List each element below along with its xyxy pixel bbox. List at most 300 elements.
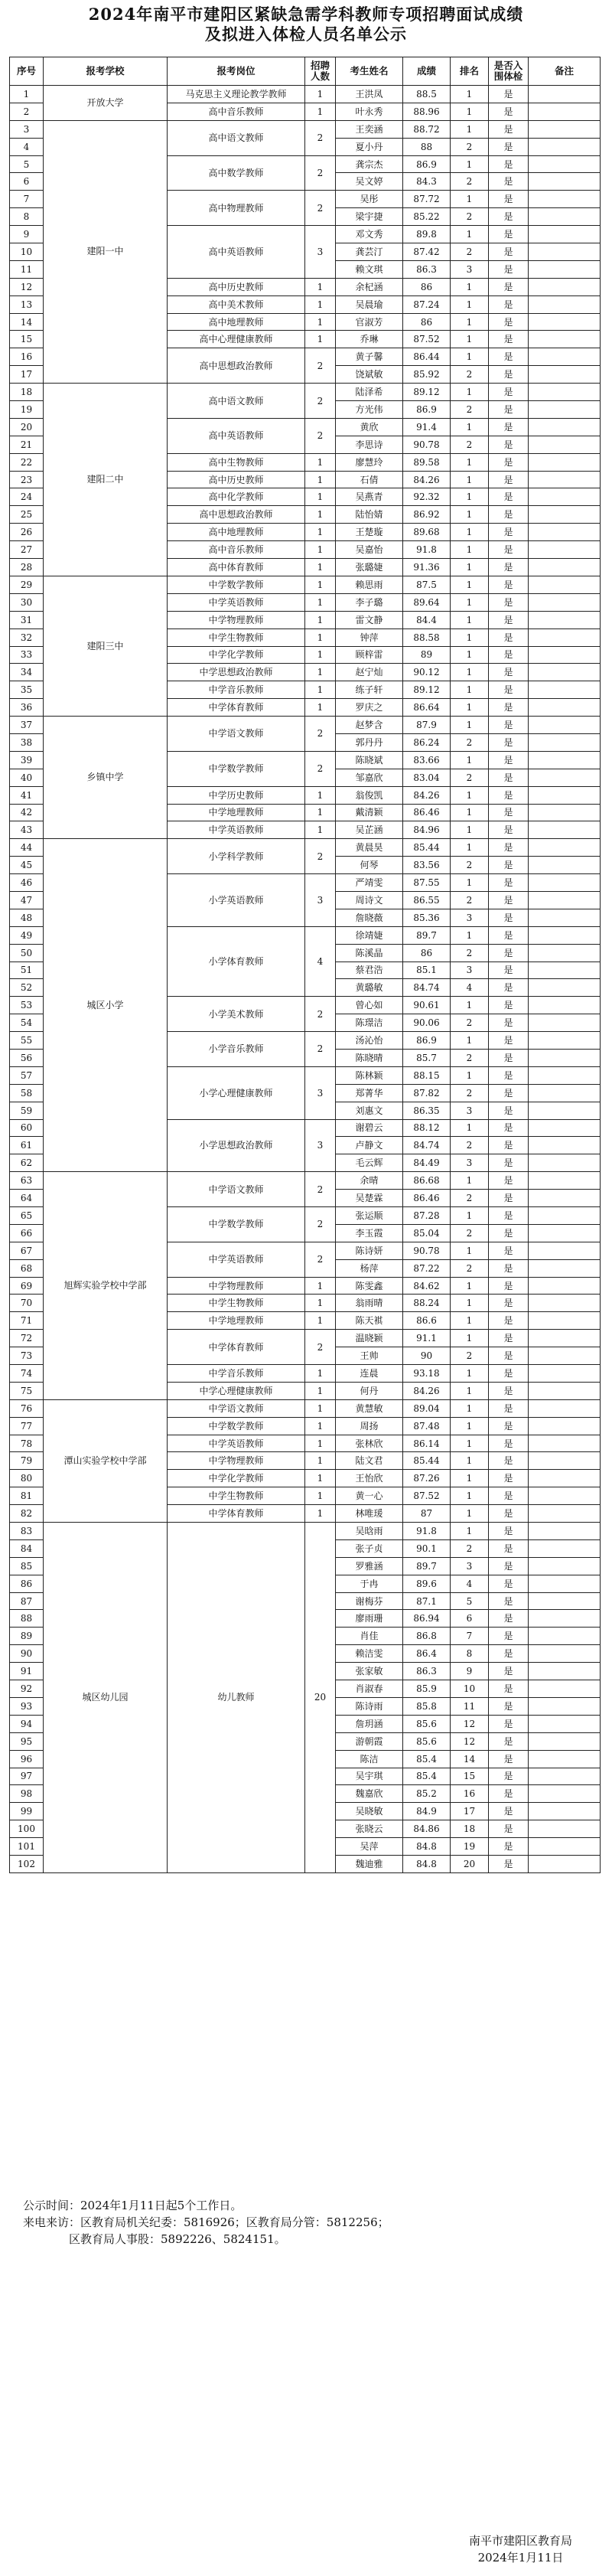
- cell-selected: 是: [489, 891, 529, 909]
- cell-count: 2: [305, 839, 336, 874]
- cell-remark: [529, 155, 601, 173]
- cell-position: 小学英语教师: [168, 874, 305, 927]
- cell-index: 91: [10, 1663, 44, 1680]
- cell-name: 吴晗雨: [336, 1523, 403, 1540]
- cell-index: 72: [10, 1330, 44, 1347]
- cell-name: 吴芷涵: [336, 821, 403, 839]
- cell-selected: 是: [489, 559, 529, 576]
- cell-score: 88.15: [403, 1066, 451, 1084]
- cell-count: 1: [305, 295, 336, 313]
- cell-remark: [529, 1119, 601, 1137]
- cell-count: 1: [305, 1505, 336, 1523]
- cell-index: 68: [10, 1259, 44, 1277]
- cell-index: 25: [10, 506, 44, 524]
- cell-remark: [529, 821, 601, 839]
- cell-selected: 是: [489, 839, 529, 857]
- cell-selected: 是: [489, 295, 529, 313]
- cell-school: 建阳三中: [44, 576, 168, 716]
- cell-index: 18: [10, 384, 44, 401]
- cell-school: 建阳二中: [44, 384, 168, 576]
- cell-rank: 2: [451, 436, 489, 453]
- cell-name: 吴宇琪: [336, 1768, 403, 1785]
- cell-selected: 是: [489, 1785, 529, 1803]
- cell-position: 高中物理教师: [168, 191, 305, 226]
- cell-score: 87: [403, 1505, 451, 1523]
- cell-index: 56: [10, 1049, 44, 1066]
- cell-remark: [529, 1645, 601, 1663]
- cell-remark: [529, 1137, 601, 1154]
- cell-position: 高中语文教师: [168, 120, 305, 155]
- cell-remark: [529, 1855, 601, 1872]
- cell-remark: [529, 1295, 601, 1312]
- cell-name: 肖佳: [336, 1628, 403, 1645]
- cell-score: 85.9: [403, 1680, 451, 1698]
- cell-rank: 3: [451, 1102, 489, 1119]
- cell-position: 高中思想政治教师: [168, 348, 305, 384]
- cell-name: 王奕涵: [336, 120, 403, 138]
- cell-score: 87.9: [403, 717, 451, 734]
- cell-rank: 1: [451, 786, 489, 804]
- cell-name: 廖慧玲: [336, 453, 403, 471]
- cell-score: 84.74: [403, 979, 451, 997]
- cell-selected: 是: [489, 1382, 529, 1399]
- cell-remark: [529, 1470, 601, 1487]
- cell-name: 陈诗雨: [336, 1697, 403, 1715]
- cell-count: 1: [305, 1312, 336, 1330]
- cell-name: 王楚璇: [336, 524, 403, 541]
- cell-remark: [529, 313, 601, 331]
- cell-remark: [529, 1102, 601, 1119]
- cell-name: 游朝霞: [336, 1732, 403, 1750]
- cell-rank: 1: [451, 1277, 489, 1295]
- cell-rank: 1: [451, 1417, 489, 1435]
- cell-score: 85.22: [403, 208, 451, 226]
- cell-remark: [529, 576, 601, 593]
- cell-name: 吴燕青: [336, 488, 403, 506]
- cell-rank: 2: [451, 1224, 489, 1242]
- cell-position: 中学音乐教师: [168, 1365, 305, 1383]
- cell-remark: [529, 173, 601, 191]
- cell-remark: [529, 733, 601, 751]
- cell-name: 赵宁灿: [336, 664, 403, 681]
- cell-position: 中学音乐教师: [168, 681, 305, 699]
- cell-count: 1: [305, 699, 336, 717]
- cell-rank: 2: [451, 366, 489, 384]
- cell-count: 1: [305, 1487, 336, 1505]
- cell-selected: 是: [489, 1224, 529, 1242]
- cell-index: 87: [10, 1592, 44, 1610]
- cell-name: 王洪凤: [336, 86, 403, 103]
- cell-selected: 是: [489, 681, 529, 699]
- cell-position: 高中思想政治教师: [168, 506, 305, 524]
- cell-name: 张璐婕: [336, 559, 403, 576]
- cell-position: 中学物理教师: [168, 611, 305, 628]
- cell-remark: [529, 366, 601, 384]
- cell-score: 86.44: [403, 348, 451, 366]
- cell-name: 杨萍: [336, 1259, 403, 1277]
- cell-selected: 是: [489, 313, 529, 331]
- cell-selected: 是: [489, 155, 529, 173]
- cell-position: 高中生物教师: [168, 453, 305, 471]
- cell-selected: 是: [489, 103, 529, 120]
- cell-rank: 3: [451, 1557, 489, 1575]
- cell-index: 54: [10, 1014, 44, 1032]
- cell-remark: [529, 1523, 601, 1540]
- cell-selected: 是: [489, 1697, 529, 1715]
- cell-score: 89.68: [403, 524, 451, 541]
- cell-rank: 1: [451, 699, 489, 717]
- cell-remark: [529, 471, 601, 488]
- cell-remark: [529, 226, 601, 243]
- cell-rank: 2: [451, 138, 489, 155]
- cell-rank: 1: [451, 1172, 489, 1190]
- cell-count: 2: [305, 997, 336, 1032]
- cell-index: 52: [10, 979, 44, 997]
- cell-remark: [529, 646, 601, 664]
- cell-remark: [529, 839, 601, 857]
- cell-name: 余杞涵: [336, 278, 403, 295]
- cell-rank: 1: [451, 804, 489, 821]
- cell-remark: [529, 1084, 601, 1102]
- cell-position: 中学英语教师: [168, 1242, 305, 1277]
- table-header-row: [10, 57, 601, 86]
- cell-score: 85.2: [403, 1785, 451, 1803]
- cell-remark: [529, 1399, 601, 1417]
- cell-count: 2: [305, 191, 336, 226]
- cell-count: 2: [305, 120, 336, 155]
- header-school: 报考学校: [44, 57, 168, 86]
- cell-rank: 1: [451, 717, 489, 734]
- cell-name: 吴彤: [336, 191, 403, 208]
- cell-remark: [529, 926, 601, 944]
- cell-rank: 1: [451, 611, 489, 628]
- cell-remark: [529, 506, 601, 524]
- cell-name: 罗庆之: [336, 699, 403, 717]
- cell-selected: 是: [489, 506, 529, 524]
- cell-score: 91.4: [403, 418, 451, 436]
- cell-score: 84.8: [403, 1838, 451, 1856]
- cell-rank: 1: [451, 331, 489, 348]
- cell-index: 38: [10, 733, 44, 751]
- cell-index: 28: [10, 559, 44, 576]
- cell-count: 1: [305, 331, 336, 348]
- header-name: 考生姓名: [336, 57, 403, 86]
- cell-position: 高中历史教师: [168, 471, 305, 488]
- cell-score: 87.55: [403, 874, 451, 892]
- cell-index: 30: [10, 593, 44, 611]
- cell-name: 周诗文: [336, 891, 403, 909]
- table-row: [10, 86, 601, 103]
- cell-name: 余晴: [336, 1172, 403, 1190]
- cell-index: 12: [10, 278, 44, 295]
- cell-score: 89.58: [403, 453, 451, 471]
- cell-rank: 1: [451, 1207, 489, 1225]
- header-selected: 是否入围体检: [489, 57, 529, 86]
- cell-selected: 是: [489, 1259, 529, 1277]
- cell-selected: 是: [489, 86, 529, 103]
- cell-rank: 1: [451, 1505, 489, 1523]
- cell-remark: [529, 138, 601, 155]
- cell-selected: 是: [489, 1172, 529, 1190]
- cell-remark: [529, 260, 601, 278]
- cell-name: 卢静文: [336, 1137, 403, 1154]
- cell-rank: 11: [451, 1697, 489, 1715]
- cell-selected: 是: [489, 733, 529, 751]
- cell-count: 2: [305, 1172, 336, 1207]
- cell-position: 中学数学教师: [168, 1417, 305, 1435]
- cell-index: 79: [10, 1452, 44, 1470]
- cell-remark: [529, 593, 601, 611]
- cell-score: 85.4: [403, 1750, 451, 1768]
- table-row: [10, 1172, 601, 1190]
- cell-index: 9: [10, 226, 44, 243]
- cell-name: 黄璐敏: [336, 979, 403, 997]
- cell-name: 陈溪晶: [336, 944, 403, 962]
- cell-selected: 是: [489, 1645, 529, 1663]
- cell-remark: [529, 208, 601, 226]
- cell-index: 4: [10, 138, 44, 155]
- cell-score: 84.49: [403, 1154, 451, 1172]
- cell-index: 29: [10, 576, 44, 593]
- cell-count: 1: [305, 786, 336, 804]
- cell-rank: 6: [451, 1610, 489, 1628]
- cell-selected: 是: [489, 1539, 529, 1557]
- cell-selected: 是: [489, 926, 529, 944]
- cell-name: 于冉: [336, 1575, 403, 1592]
- cell-index: 90: [10, 1645, 44, 1663]
- cell-selected: 是: [489, 488, 529, 506]
- cell-remark: [529, 1663, 601, 1680]
- cell-index: 7: [10, 191, 44, 208]
- cell-selected: 是: [489, 418, 529, 436]
- cell-selected: 是: [489, 611, 529, 628]
- header-index: 序号: [10, 57, 44, 86]
- cell-remark: [529, 1207, 601, 1225]
- cell-rank: 1: [451, 997, 489, 1014]
- cell-score: 86: [403, 278, 451, 295]
- cell-index: 61: [10, 1137, 44, 1154]
- cell-selected: 是: [489, 979, 529, 997]
- cell-count: 2: [305, 717, 336, 752]
- cell-count: 1: [305, 313, 336, 331]
- cell-score: 86.46: [403, 1190, 451, 1207]
- cell-position: 中学思想政治教师: [168, 664, 305, 681]
- cell-selected: 是: [489, 1417, 529, 1435]
- cell-count: 2: [305, 1207, 336, 1242]
- cell-score: 89.04: [403, 1399, 451, 1417]
- cell-rank: 2: [451, 1190, 489, 1207]
- cell-name: 张晓云: [336, 1820, 403, 1838]
- cell-name: 郭丹丹: [336, 733, 403, 751]
- cell-score: 85.04: [403, 1224, 451, 1242]
- cell-rank: 1: [451, 1242, 489, 1259]
- cell-remark: [529, 979, 601, 997]
- cell-remark: [529, 559, 601, 576]
- cell-count: 1: [305, 646, 336, 664]
- cell-remark: [529, 857, 601, 874]
- cell-score: 85.1: [403, 962, 451, 979]
- cell-index: 64: [10, 1190, 44, 1207]
- cell-selected: 是: [489, 1207, 529, 1225]
- cell-remark: [529, 1592, 601, 1610]
- cell-score: 84.3: [403, 173, 451, 191]
- cell-name: 赖洁雯: [336, 1645, 403, 1663]
- cell-index: 50: [10, 944, 44, 962]
- cell-index: 69: [10, 1277, 44, 1295]
- cell-selected: 是: [489, 366, 529, 384]
- cell-index: 81: [10, 1487, 44, 1505]
- cell-name: 郑菁华: [336, 1084, 403, 1102]
- cell-rank: 2: [451, 1137, 489, 1154]
- cell-score: 87.82: [403, 1084, 451, 1102]
- cell-remark: [529, 1452, 601, 1470]
- cell-index: 76: [10, 1399, 44, 1417]
- cell-selected: 是: [489, 243, 529, 261]
- cell-position: 中学数学教师: [168, 1207, 305, 1242]
- cell-index: 47: [10, 891, 44, 909]
- cell-name: 徐靖婕: [336, 926, 403, 944]
- cell-index: 71: [10, 1312, 44, 1330]
- cell-selected: 是: [489, 751, 529, 769]
- cell-name: 石倩: [336, 471, 403, 488]
- cell-count: 1: [305, 1295, 336, 1312]
- cell-rank: 2: [451, 769, 489, 786]
- cell-selected: 是: [489, 191, 529, 208]
- cell-index: 80: [10, 1470, 44, 1487]
- cell-index: 48: [10, 909, 44, 926]
- cell-index: 23: [10, 471, 44, 488]
- cell-rank: 1: [451, 1365, 489, 1383]
- cell-index: 84: [10, 1539, 44, 1557]
- cell-position: 中学生物教师: [168, 1295, 305, 1312]
- cell-rank: 1: [451, 559, 489, 576]
- cell-selected: 是: [489, 1663, 529, 1680]
- cell-rank: 2: [451, 208, 489, 226]
- cell-rank: 1: [451, 664, 489, 681]
- cell-rank: 1: [451, 1312, 489, 1330]
- cell-position: 高中语文教师: [168, 384, 305, 419]
- cell-count: 2: [305, 418, 336, 453]
- cell-name: 黄欣: [336, 418, 403, 436]
- cell-count: 1: [305, 593, 336, 611]
- cell-remark: [529, 1732, 601, 1750]
- cell-school: 开放大学: [44, 86, 168, 121]
- cell-index: 35: [10, 681, 44, 699]
- cell-remark: [529, 348, 601, 366]
- cell-index: 36: [10, 699, 44, 717]
- cell-rank: 2: [451, 1347, 489, 1365]
- cell-score: 90.78: [403, 1242, 451, 1259]
- cell-remark: [529, 717, 601, 734]
- cell-selected: 是: [489, 576, 529, 593]
- cell-score: 86.6: [403, 1312, 451, 1330]
- cell-name: 翁俊凯: [336, 786, 403, 804]
- contact-line-2: 区教育局人事股：5892226、5824151。: [69, 2232, 286, 2246]
- cell-selected: 是: [489, 1084, 529, 1102]
- cell-index: 53: [10, 997, 44, 1014]
- cell-remark: [529, 1066, 601, 1084]
- cell-count: 1: [305, 1470, 336, 1487]
- cell-remark: [529, 418, 601, 436]
- cell-score: 84.8: [403, 1855, 451, 1872]
- cell-selected: 是: [489, 453, 529, 471]
- cell-rank: 2: [451, 173, 489, 191]
- cell-index: 101: [10, 1838, 44, 1856]
- cell-index: 15: [10, 331, 44, 348]
- header-rank: 排名: [451, 57, 489, 86]
- cell-index: 74: [10, 1365, 44, 1383]
- cell-index: 67: [10, 1242, 44, 1259]
- cell-selected: 是: [489, 962, 529, 979]
- cell-name: 张子贞: [336, 1539, 403, 1557]
- cell-name: 吴晓敏: [336, 1803, 403, 1820]
- cell-index: 39: [10, 751, 44, 769]
- cell-name: 翁雨晴: [336, 1295, 403, 1312]
- cell-selected: 是: [489, 1680, 529, 1698]
- cell-rank: 7: [451, 1628, 489, 1645]
- cell-score: 84.86: [403, 1820, 451, 1838]
- cell-selected: 是: [489, 1838, 529, 1856]
- cell-selected: 是: [489, 1014, 529, 1032]
- cell-score: 87.72: [403, 191, 451, 208]
- cell-score: 86.4: [403, 1645, 451, 1663]
- cell-position: 中学英语教师: [168, 593, 305, 611]
- cell-rank: 2: [451, 733, 489, 751]
- cell-name: 罗雅涵: [336, 1557, 403, 1575]
- cell-name: 邹嘉欣: [336, 769, 403, 786]
- cell-name: 刘惠文: [336, 1102, 403, 1119]
- cell-position: 高中地理教师: [168, 313, 305, 331]
- cell-position: 中学数学教师: [168, 751, 305, 786]
- cell-index: 70: [10, 1295, 44, 1312]
- cell-count: 1: [305, 576, 336, 593]
- cell-selected: 是: [489, 628, 529, 646]
- cell-index: 42: [10, 804, 44, 821]
- cell-rank: 3: [451, 1154, 489, 1172]
- cell-remark: [529, 786, 601, 804]
- cell-score: 90: [403, 1347, 451, 1365]
- cell-remark: [529, 804, 601, 821]
- cell-remark: [529, 401, 601, 419]
- cell-selected: 是: [489, 1715, 529, 1732]
- cell-count: 1: [305, 1417, 336, 1435]
- cell-selected: 是: [489, 1505, 529, 1523]
- issuer: 南平市建阳区教育局: [468, 2534, 572, 2548]
- cell-name: 王帅: [336, 1347, 403, 1365]
- cell-selected: 是: [489, 646, 529, 664]
- cell-position: 中学心理健康教师: [168, 1382, 305, 1399]
- cell-rank: 1: [451, 524, 489, 541]
- cell-remark: [529, 611, 601, 628]
- cell-score: 89.64: [403, 593, 451, 611]
- cell-rank: 2: [451, 857, 489, 874]
- cell-name: 温晓颖: [336, 1330, 403, 1347]
- cell-score: 86.3: [403, 260, 451, 278]
- cell-position: 中学体育教师: [168, 699, 305, 717]
- cell-rank: 1: [451, 471, 489, 488]
- cell-index: 22: [10, 453, 44, 471]
- table-row: [10, 839, 601, 857]
- cell-count: 1: [305, 1452, 336, 1470]
- cell-name: 黄晨昊: [336, 839, 403, 857]
- cell-remark: [529, 1715, 601, 1732]
- cell-name: 詹晓薇: [336, 909, 403, 926]
- cell-name: 詹玥涵: [336, 1715, 403, 1732]
- cell-score: 89.8: [403, 226, 451, 243]
- results-table: [9, 57, 601, 1873]
- cell-score: 83.04: [403, 769, 451, 786]
- cell-score: 90.78: [403, 436, 451, 453]
